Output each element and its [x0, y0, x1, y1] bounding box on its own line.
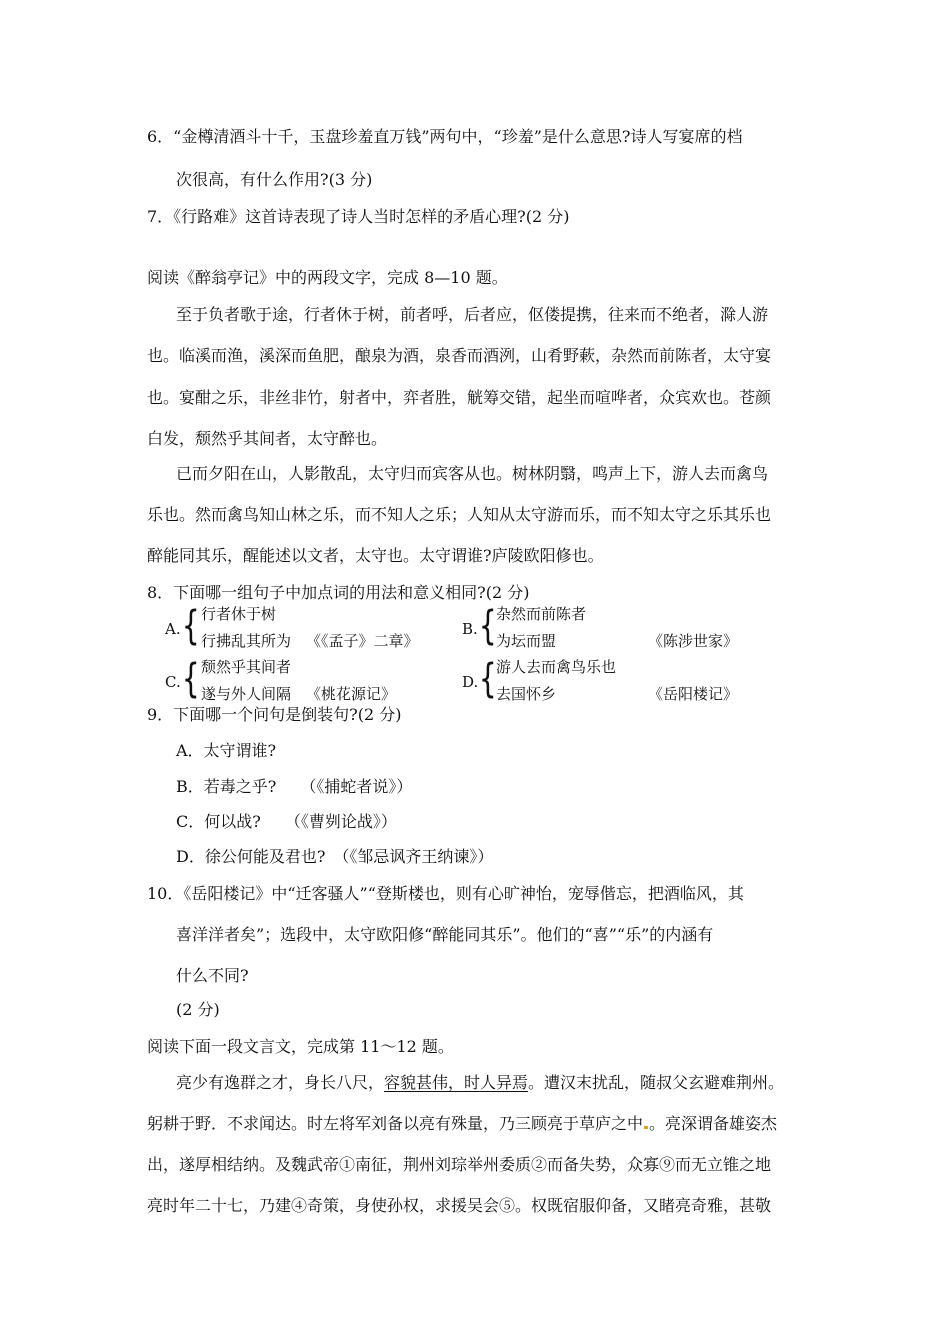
- section-intro-zhugeliang: 阅读下面一段文言文，完成第 11～12 题。: [147, 1037, 454, 1056]
- option-label: D.: [462, 673, 479, 691]
- passage-line: 醉能同其乐，醒能述以文者，太守也。太守谓谁?庐陵欧阳修也。: [147, 546, 604, 565]
- q10-line-2: 喜洋洋者矣”；选段中，太守欧阳修“醉能同其乐”。他们的“喜”“乐”的内涵有: [176, 925, 714, 944]
- passage-line: 亮时年二十七，乃建④奇策，身使孙权，求援吴会⑤。权既宿服仰备，又睹亮奇雅，甚敬: [147, 1196, 772, 1215]
- option-label: A.: [165, 620, 181, 638]
- q8-stem: 8．下面哪一组句子中加点词的用法和意义相同?(2 分): [147, 583, 530, 602]
- q9-option: C．何以战? （《曹刿论战》）: [176, 812, 397, 831]
- section-intro-zuiwengting: 阅读《醉翁亭记》中的两段文字，完成 8—10 题。: [147, 268, 508, 287]
- q10-line-1: 10．《岳阳楼记》中“迁客骚人”“登斯楼也，则有心旷神怡，宠辱偕忘，把酒临风，其: [147, 884, 744, 903]
- passage-line: 乐也。然而禽鸟知山林之乐，而不知人之乐；人知从太守游而乐，而不知太守之乐其乐也: [147, 505, 772, 524]
- passage-line: 已而夕阳在山，人影散乱，太守归而宾客从也。树林阴翳，鸣声上下，游人去而禽鸟: [176, 464, 769, 483]
- passage-line: 白发，颓然乎其间者，太守醉也。: [147, 429, 388, 448]
- passage-line: [147, 1114, 777, 1134]
- q9-stem: 9．下面哪一个问句是倒装句?(2 分): [147, 705, 402, 724]
- q9-option: A．太守谓谁?: [176, 741, 277, 760]
- passage-text: 躬耕于野．不求闻达。时左将军刘备以亮有殊量，乃三顾亮于草庐之中: [147, 1114, 644, 1133]
- passage-text: 亮少有逸群之才，身长八尺，: [176, 1073, 385, 1092]
- highlight-mark: [644, 1126, 648, 1129]
- brace-icon: {: [478, 656, 497, 702]
- option-sentence-2: 为坛而盟: [496, 632, 557, 650]
- option-label: C.: [165, 673, 181, 691]
- option-sentence-1: 游人去而禽鸟乐也: [496, 658, 617, 676]
- brace-icon: {: [478, 603, 497, 649]
- q6-line-2: 次很高，有什么作用?(3 分): [176, 170, 373, 189]
- option-source: 《陈涉世家》: [648, 632, 739, 650]
- q6-line-1: 6．“金樽清酒斗十千，玉盘珍羞直万钱”两句中，“珍羞”是什么意思?诗人写宴席的档: [147, 127, 743, 146]
- q9-option: B．若毒之乎? （《捕蛇者说》）: [176, 777, 413, 796]
- option-sentence-2: 遂与外人间隔: [201, 685, 292, 703]
- option-source: 《《孟子》二章》: [306, 632, 419, 650]
- brace-icon: {: [181, 603, 200, 649]
- option-sentence-2: 去国怀乡: [496, 685, 557, 703]
- option-sentence-1: 杂然而前陈者: [496, 605, 587, 623]
- passage-line: 也。临溪而渔，溪深而鱼肥，酿泉为酒，泉香而酒洌，山肴野蔌，杂然而前陈者，太守宴: [147, 346, 772, 365]
- q10-line-4: (2 分): [176, 1000, 220, 1019]
- option-source: 《桃花源记》: [306, 685, 397, 703]
- q10-line-3: 什么不同?: [176, 966, 249, 985]
- passage-line: [176, 1073, 784, 1093]
- underlined-sentence: 容貌甚伟，时人异焉: [384, 1073, 529, 1092]
- question-7: 7．《行路难》这首诗表现了诗人当时怎样的矛盾心理?(2 分): [147, 207, 570, 226]
- passage-text: 。亮深谓备雄姿杰: [649, 1114, 778, 1133]
- option-label: B.: [462, 620, 478, 638]
- brace-icon: {: [181, 656, 200, 702]
- passage-line: 出，遂厚相结纳。及魏武帝①南征，荆州刘琮举州委质②而备失势，众寡⑨而无立锥之地: [147, 1155, 772, 1174]
- option-sentence-1: 行者休于树: [201, 605, 277, 623]
- passage-text: 。遭汉末扰乱，随叔父玄避难荆州。: [528, 1073, 785, 1092]
- option-sentence-1: 颓然乎其间者: [201, 658, 292, 676]
- q9-option: D．徐公何能及君也? （《邹忌讽齐王纳谏》）: [176, 847, 494, 866]
- option-source: 《岳阳楼记》: [648, 685, 739, 703]
- passage-line: 也。宴酣之乐，非丝非竹，射者中，弈者胜，觥筹交错，起坐而喧哗者，众宾欢也。苍颜: [147, 388, 772, 407]
- option-sentence-2: 行拂乱其所为: [201, 632, 292, 650]
- passage-line: 至于负者歌于途，行者休于树，前者呼，后者应，伛偻提携，往来而不绝者，滁人游: [176, 305, 769, 324]
